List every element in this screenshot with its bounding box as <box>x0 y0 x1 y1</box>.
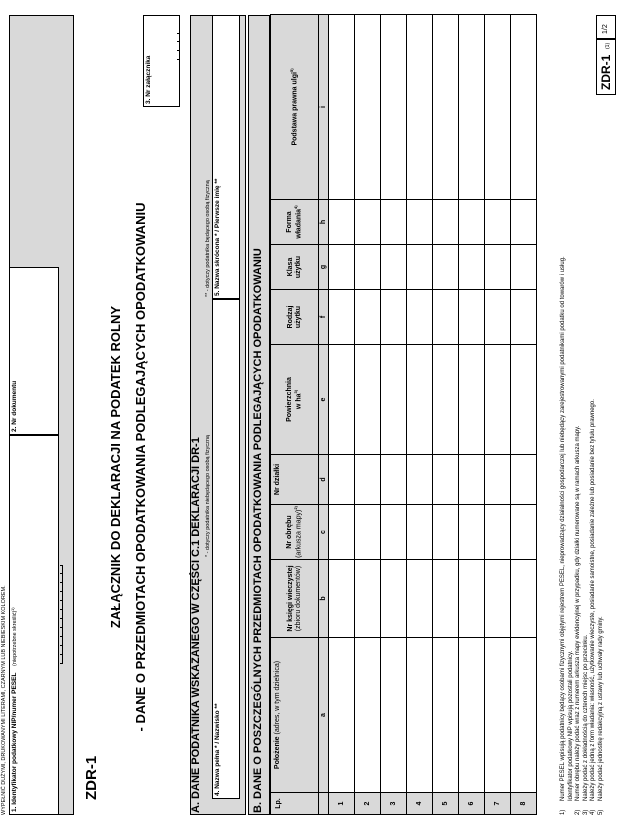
col-header-area-sub: w ha <box>295 393 303 410</box>
cell[interactable] <box>485 505 511 560</box>
cell[interactable] <box>485 638 511 793</box>
cell[interactable] <box>329 455 355 505</box>
cell[interactable] <box>329 290 355 345</box>
cell[interactable] <box>355 15 381 200</box>
col-header-use-type-sub: użytku <box>294 305 302 329</box>
table-row <box>485 15 511 815</box>
cell[interactable] <box>511 560 537 638</box>
cell[interactable] <box>485 345 511 455</box>
cell[interactable] <box>355 638 381 793</box>
field-1-note: (niepotrzebne skreślić) <box>12 610 18 666</box>
footnote-text: Należy podać z dokładnością do czterech miejsc po przecinku. <box>582 634 589 801</box>
cell[interactable] <box>329 505 355 560</box>
footnote-text: Numer PESEL wpisują podatnicy będący osobami fizycznymi objętymi rejestrem PESEL, nieprowadzący działalności gospodarczej lub niebędący zarejestrowanymi podatnikami podatku od towarów i usług. <box>560 256 566 801</box>
cell[interactable] <box>459 200 485 245</box>
section-a-legend-1: * - dotyczy podatnika niebędącego osobą fizyczną <box>205 435 211 557</box>
footnote-text: Należy podać jedną z form władania: własność, użytkowanie wieczyste, posiadanie samoistne, posiadanie zależne lub posiadanie bez tytułu prawnego. <box>590 399 596 801</box>
cell[interactable] <box>459 290 485 345</box>
cell[interactable] <box>485 290 511 345</box>
cell[interactable] <box>329 200 355 245</box>
footer-form-variant: (1) <box>605 42 611 49</box>
col-header-plot-label: Nr działki <box>274 463 281 496</box>
cell[interactable] <box>433 455 459 505</box>
col-header-relief-basis <box>271 15 319 200</box>
cell[interactable] <box>407 455 433 505</box>
top-note: WYPEŁNIĆ DUŻYMI, DRUKOWANYMI LITERAMI, CZARNYM LUB NIEBIESKIM KOLOREM. <box>1 585 7 815</box>
cell[interactable] <box>511 15 537 200</box>
cell[interactable] <box>433 15 459 200</box>
col-letter-a: a <box>319 638 329 793</box>
row-number: 8 <box>511 793 537 815</box>
cell[interactable] <box>407 638 433 793</box>
cell[interactable] <box>485 455 511 505</box>
cell[interactable] <box>381 200 407 245</box>
row-number: 1 <box>329 793 355 815</box>
footnote <box>560 95 568 815</box>
cell[interactable] <box>459 245 485 290</box>
field-1-digit-ticks <box>50 565 68 664</box>
cell[interactable] <box>433 560 459 638</box>
col-header-area-label: Powierzchnia <box>286 377 294 422</box>
cell[interactable] <box>407 505 433 560</box>
cell[interactable] <box>433 245 459 290</box>
section-a-legend-2: ** - dotyczy podatnika będącego osobą fizyczną <box>205 180 211 297</box>
footnote-text: Należy podać jednostkę redakcyjną z ustawy lub uchwały rady gminy. <box>597 616 604 801</box>
cell[interactable] <box>459 15 485 200</box>
cell[interactable] <box>381 290 407 345</box>
col-header-precinct-ref: 2) <box>292 506 298 510</box>
cell[interactable] <box>355 200 381 245</box>
field-4-box[interactable] <box>212 299 240 799</box>
cell[interactable] <box>355 345 381 455</box>
col-header-use-class-sub: użytku <box>294 255 302 279</box>
table-row <box>511 15 537 815</box>
row-number: 4 <box>407 793 433 815</box>
field-2-box[interactable] <box>9 267 59 435</box>
footnote <box>583 95 591 815</box>
col-letter-h: h <box>319 200 329 245</box>
cell[interactable] <box>381 245 407 290</box>
table-row <box>459 15 485 815</box>
row-number: 3 <box>381 793 407 815</box>
col-header-land-register-sub: (zbioru dokumentów) <box>294 565 302 632</box>
footnote <box>598 95 606 815</box>
footnote-number: 2) <box>575 809 581 815</box>
col-letter-d: d <box>319 455 329 505</box>
footnote-number: 1) <box>560 809 566 815</box>
col-letter-lp <box>319 793 329 815</box>
cell[interactable] <box>407 200 433 245</box>
footnote-number: 4) <box>590 809 596 815</box>
cell[interactable] <box>407 245 433 290</box>
col-header-location <box>271 638 319 793</box>
col-letter-b: b <box>319 560 329 638</box>
col-header-use-type <box>271 290 319 345</box>
cell[interactable] <box>329 345 355 455</box>
table-row <box>407 15 433 815</box>
col-header-precinct-label: Nr obrębu <box>286 515 294 549</box>
section-a-title: A. DANE PODATNIKA WSKAZANEGO W CZĘŚCI C.1 DEKLARACJI DR-1 <box>190 437 202 813</box>
cell[interactable] <box>459 638 485 793</box>
cell[interactable] <box>433 638 459 793</box>
row-number: 6 <box>459 793 485 815</box>
field-1-label: 1. Identyfikator podatkowy NIP/numer PESEL <box>11 672 18 812</box>
cell[interactable] <box>381 15 407 200</box>
cell[interactable] <box>407 290 433 345</box>
cell[interactable] <box>459 560 485 638</box>
field-5-label: 5. Nazwa skrócona * / Pierwsze imię ** <box>214 178 221 296</box>
field-5-box[interactable] <box>212 15 240 299</box>
cell[interactable] <box>355 560 381 638</box>
footer-page-box <box>596 15 616 39</box>
sub-title: - DANE O PRZEDMIOTACH OPODATKOWANIA PODLEGAJĄCYCH OPODATKOWANIU <box>133 202 148 732</box>
items-table <box>270 14 537 815</box>
row-number: 5 <box>433 793 459 815</box>
col-header-precinct-sub: (arkusza mapy) <box>295 509 303 558</box>
footnote-text: Identyfikator podatkowy NIP wpisują pozostali podatnicy. <box>567 650 574 801</box>
cell[interactable] <box>485 15 511 200</box>
field-4-label: 4. Nazwa pełna * / Nazwisko ** <box>214 703 221 796</box>
table-row <box>355 15 381 815</box>
col-header-land-register-label: Nr księgi wieczystej <box>287 565 295 632</box>
col-header-land-register <box>271 560 319 638</box>
col-header-area <box>271 345 319 455</box>
field-2-label: 2. Nr dokumentu <box>11 380 18 432</box>
cell[interactable] <box>485 560 511 638</box>
cell[interactable] <box>381 560 407 638</box>
col-header-ownership-sub: władania <box>295 209 303 239</box>
col-header-area-ref: 3) <box>292 389 298 394</box>
col-letter-f: f <box>319 290 329 345</box>
cell[interactable] <box>459 455 485 505</box>
col-header-lp <box>271 793 319 815</box>
cell[interactable] <box>433 290 459 345</box>
letter-row <box>319 15 329 815</box>
field-3-box[interactable] <box>143 15 180 107</box>
col-header-ownership <box>271 200 319 245</box>
form-code: ZDR-1 <box>83 755 100 800</box>
cell[interactable] <box>511 505 537 560</box>
cell[interactable] <box>459 345 485 455</box>
footer-form-code: ZDR-1 <box>599 54 613 90</box>
table-row <box>381 15 407 815</box>
cell[interactable] <box>329 245 355 290</box>
footnote-number: 5) <box>597 809 604 815</box>
col-header-plot <box>271 455 319 505</box>
table-row <box>329 15 355 815</box>
cell[interactable] <box>511 455 537 505</box>
field-3-label: 3. Nr załącznika <box>145 55 152 104</box>
cell[interactable] <box>433 345 459 455</box>
cell[interactable] <box>511 245 537 290</box>
col-letter-i: i <box>319 15 329 200</box>
cell[interactable] <box>355 505 381 560</box>
col-header-use-type-label: Rodzaj <box>287 305 295 329</box>
cell[interactable] <box>329 15 355 200</box>
cell[interactable] <box>511 290 537 345</box>
row-number: 2 <box>355 793 381 815</box>
footer-page-number: 1/2 <box>602 24 609 34</box>
col-header-ownership-ref: 4) <box>292 205 298 209</box>
cell[interactable] <box>407 15 433 200</box>
cell[interactable] <box>511 638 537 793</box>
cell[interactable] <box>407 560 433 638</box>
cell[interactable] <box>381 345 407 455</box>
cell[interactable] <box>329 638 355 793</box>
section-b-title: B. DANE O POSZCZEGÓLNYCH PRZEDMIOTACH OPODATKOWANIA PODLEGAJĄCYCH OPODATKOWANIU <box>252 248 264 813</box>
footnote <box>575 95 583 815</box>
cell[interactable] <box>329 560 355 638</box>
cell[interactable] <box>355 245 381 290</box>
table-header-row <box>271 15 319 815</box>
footer-form-code-box <box>596 39 616 95</box>
cell[interactable] <box>381 638 407 793</box>
footnote-text: Numer obrębu należy podać wraz z numerem arkusza mapy ewidencyjnej w przypadku, gdy działki numerowane są w ramach arkusza mapy. <box>575 425 581 801</box>
cell[interactable] <box>433 200 459 245</box>
field-1-footnote-ref: 1) <box>10 607 15 611</box>
col-header-use-class <box>271 245 319 290</box>
footnote <box>590 95 598 815</box>
col-header-location-sub: (adres, w tym dzielnica) <box>274 660 281 735</box>
cell[interactable] <box>355 455 381 505</box>
table-row <box>433 15 459 815</box>
footnote-number: 3) <box>582 809 589 815</box>
field-1-box[interactable] <box>9 435 59 815</box>
cell[interactable] <box>381 455 407 505</box>
cell[interactable] <box>511 345 537 455</box>
footnote <box>568 95 576 815</box>
cell[interactable] <box>355 290 381 345</box>
col-header-relief-basis-ref: 5) <box>289 68 295 73</box>
cell[interactable] <box>459 505 485 560</box>
col-header-relief-basis-label: Podstawa prawna ulgi <box>291 72 299 146</box>
col-header-precinct <box>271 505 319 560</box>
col-letter-e: e <box>319 345 329 455</box>
col-letter-g: g <box>319 245 329 290</box>
row-number: 7 <box>485 793 511 815</box>
col-header-ownership-label: Forma <box>286 211 294 233</box>
cell[interactable] <box>407 345 433 455</box>
cell[interactable] <box>433 505 459 560</box>
cell[interactable] <box>485 245 511 290</box>
col-header-location-label: Położenie <box>274 736 281 770</box>
field-3-digit-ticks <box>167 33 185 60</box>
footnotes <box>560 95 605 815</box>
col-header-lp-label: Lp. <box>275 798 282 809</box>
cell[interactable] <box>485 200 511 245</box>
main-title: ZAŁĄCZNIK DO DEKLARACJI NA PODATEK ROLNY <box>108 305 123 629</box>
col-letter-c: c <box>319 505 329 560</box>
cell[interactable] <box>511 200 537 245</box>
cell[interactable] <box>381 505 407 560</box>
col-header-use-class-label: Klasa <box>287 257 295 277</box>
